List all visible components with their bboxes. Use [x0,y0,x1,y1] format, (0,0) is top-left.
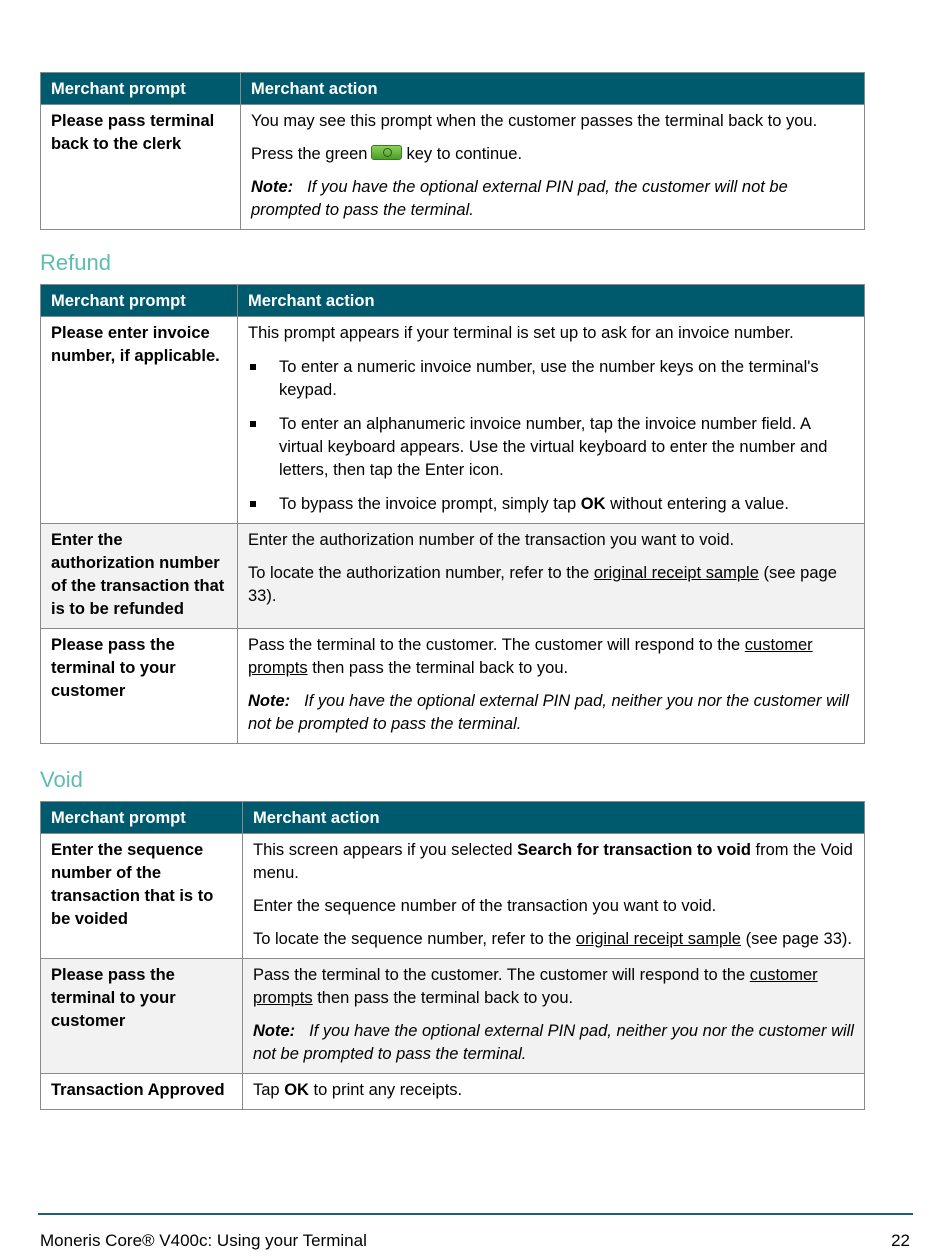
prompt-cell: Transaction Approved [41,1074,243,1110]
list-item: To enter a numeric invoice number, use the number keys on the terminal's keypad. [248,356,854,402]
action-text: Press the green key to continue. [251,145,523,163]
prompt-cell: Please pass terminal back to the clerk [41,105,241,230]
table-row [41,629,865,744]
note-label: Note: [253,1022,296,1040]
bullet-list [248,356,854,516]
note-text: If you have the optional external PIN pad, neither you nor the customer will not be prompted to pass the terminal. [248,692,849,733]
note [248,690,854,736]
action-text: You may see this prompt when the customer passes the terminal back to you. [251,112,818,130]
header-merchant-action: Merchant action [238,285,865,317]
action-cell [238,629,865,744]
table-row [41,105,865,230]
prompt-cell: Please pass the terminal to your customer [41,629,238,744]
pass-terminal-table [40,72,865,230]
action-cell [238,317,865,524]
header-merchant-action: Merchant action [243,802,865,834]
original-receipt-sample-link[interactable]: original receipt sample [575,930,741,948]
action-cell [238,524,865,629]
customer-prompts-link[interactable]: customer prompts [253,966,818,1007]
list-item: To bypass the invoice prompt, simply tap OK without entering a value. [248,493,854,516]
section-heading-refund: Refund [40,250,111,275]
action-text: Enter the authorization number of the transaction you want to void. [248,531,735,549]
action-text: This screen appears if you selected Search for transaction to void from the Void menu. [253,841,853,882]
green-key-icon [371,145,402,160]
action-text: Enter the sequence number of the transaction you want to void. [253,897,717,915]
prompt-cell: Enter the authorization number of the transaction that is to be refunded [41,524,238,629]
action-text: To locate the authorization number, refer to the original receipt sample (see page 33). [248,564,837,605]
action-text: Tap OK to print any receipts. [253,1081,463,1099]
action-text: This prompt appears if your terminal is set up to ask for an invoice number. [248,324,794,342]
customer-prompts-link[interactable]: customer prompts [248,636,813,677]
note-text: If you have the optional external PIN pad, the customer will not be prompted to pass the terminal. [251,178,788,219]
note-text: If you have the optional external PIN pad, neither you nor the customer will not be prompted to pass the terminal. [253,1022,854,1063]
header-merchant-action: Merchant action [241,73,865,105]
action-cell [243,959,865,1074]
footer-divider [38,1213,913,1215]
table-row [41,834,865,959]
note [253,1020,854,1066]
refund-table [40,284,865,744]
action-cell [243,1074,865,1110]
note-label: Note: [251,178,294,196]
action-text: Pass the terminal to the customer. The customer will respond to the customer prompts then pass the terminal back to you. [248,636,813,677]
action-cell [243,834,865,959]
action-cell [241,105,865,230]
header-merchant-prompt: Merchant prompt [41,285,238,317]
table-row [41,317,865,524]
note [251,176,854,222]
action-text: To locate the sequence number, refer to the original receipt sample (see page 33). [253,930,852,948]
note-label: Note: [248,692,291,710]
prompt-cell: Please enter invoice number, if applicable. [41,317,238,524]
prompt-cell: Enter the sequence number of the transaction that is to be voided [41,834,243,959]
footer-title: Moneris Core® V400c: Using your Terminal [40,1231,367,1250]
original-receipt-sample-link[interactable]: original receipt sample [593,564,759,582]
header-merchant-prompt: Merchant prompt [41,802,243,834]
action-text: Pass the terminal to the customer. The customer will respond to the customer prompts then pass the terminal back to you. [253,966,818,1007]
prompt-cell: Please pass the terminal to your customer [41,959,243,1074]
page-number: 22 [891,1231,910,1250]
table-row [41,959,865,1074]
section-heading-void: Void [40,767,83,792]
table-row [41,1074,865,1110]
table-row [41,524,865,629]
list-item: To enter an alphanumeric invoice number, tap the invoice number field. A virtual keyboard appears. Use the virtual keyboard to enter the number and letters, then tap the Enter icon. [248,413,854,482]
header-merchant-prompt: Merchant prompt [41,73,241,105]
void-table [40,801,865,1110]
